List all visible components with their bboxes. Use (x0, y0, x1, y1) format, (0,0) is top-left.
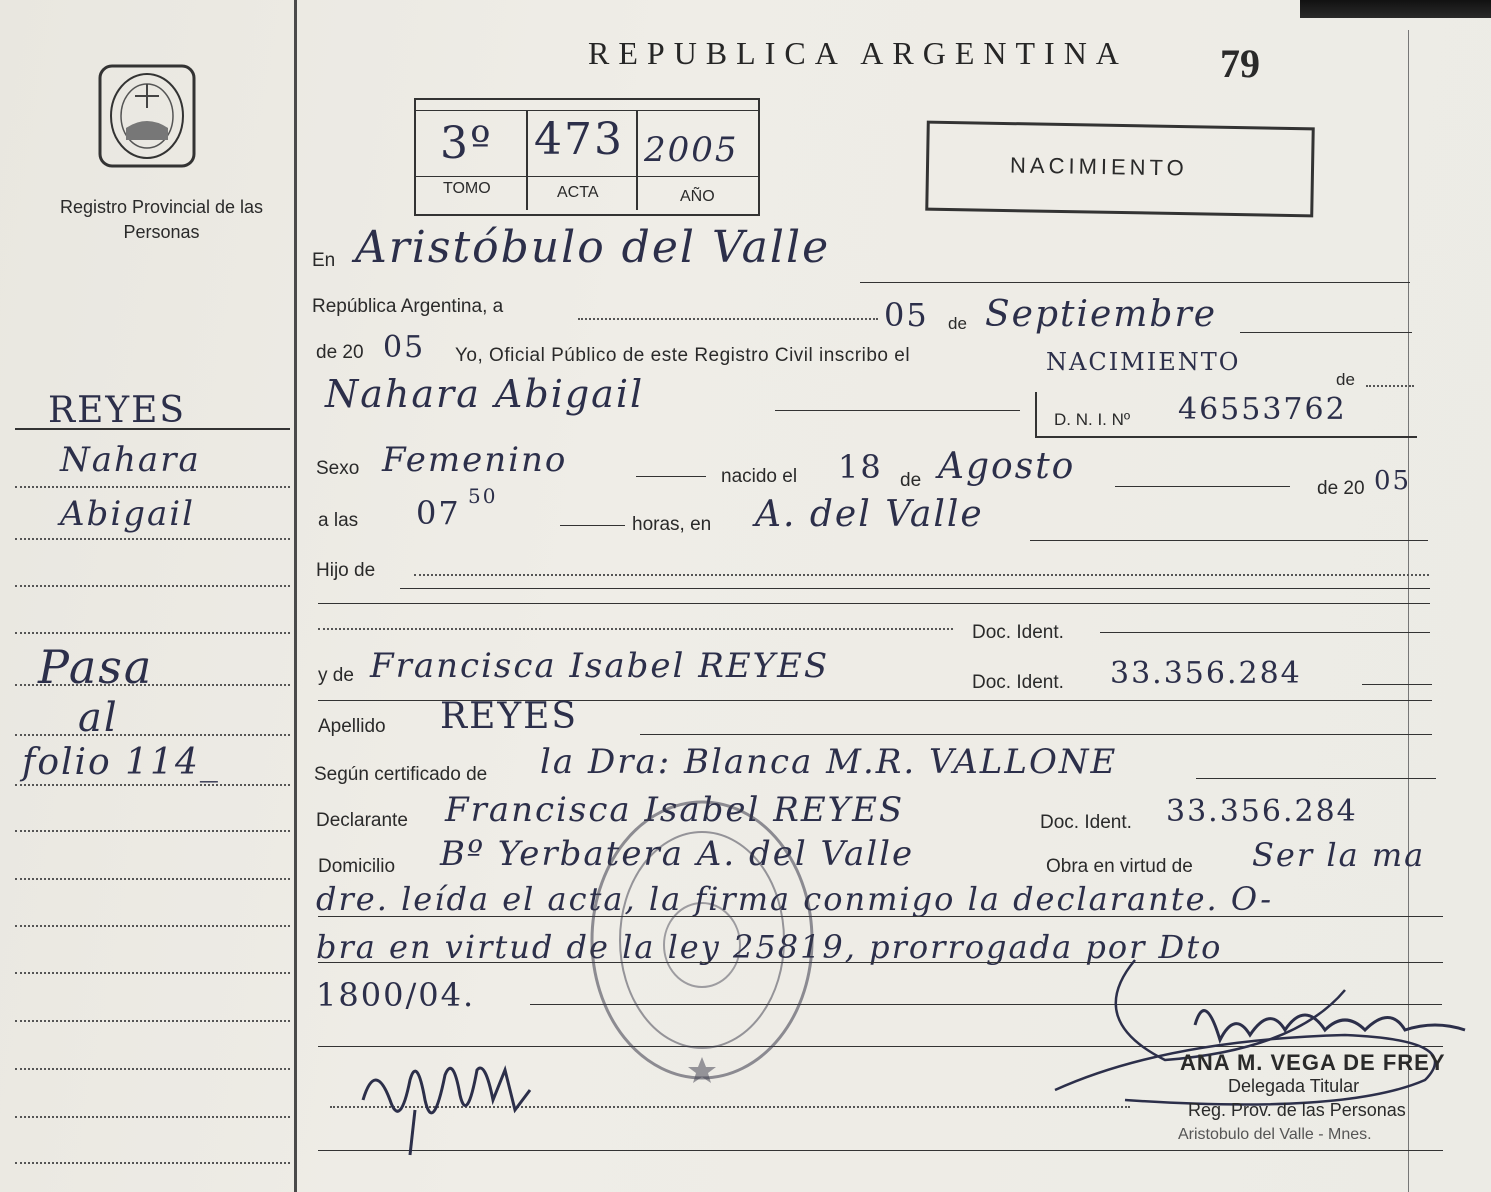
field-line (400, 588, 1430, 589)
margin-note3: folio 114_ (22, 742, 220, 783)
label-de3: de (900, 470, 922, 491)
label-de20: de 20 (316, 342, 364, 363)
obra-line2: dre. leída el acta, la firma conmigo la declarante. O- (316, 880, 1274, 918)
dni-value: 46553762 (1178, 392, 1347, 427)
surname-value: REYES (440, 696, 579, 737)
field-line (775, 410, 1020, 411)
field-line (636, 476, 706, 477)
tomo-value: 3º (440, 118, 493, 169)
label-doc3: Doc. Ident. (1040, 812, 1132, 833)
declarant-doc-value: 33.356.284 (1166, 794, 1358, 829)
field-line (318, 916, 1443, 917)
label-yde: y de (318, 665, 354, 686)
field-line (1030, 540, 1428, 541)
margin-dots (15, 585, 290, 587)
label-republica: República Argentina, a (312, 296, 504, 317)
official-name: ANA M. VEGA DE FREY (1180, 1050, 1446, 1075)
background-edge (1300, 0, 1491, 18)
field-line (640, 734, 1432, 735)
margin-dots (15, 734, 290, 736)
address-value: Bº Yerbatera A. del Valle (440, 834, 915, 874)
label-doc1: Doc. Ident. (972, 622, 1064, 643)
field-line (1115, 486, 1290, 487)
birth-month-value: Agosto (938, 446, 1076, 487)
label-sexo: Sexo (316, 458, 360, 479)
margin-dots (15, 784, 290, 786)
field-dots (318, 628, 953, 630)
month-value: Septiembre (985, 294, 1217, 335)
label-hijo: Hijo de (316, 560, 376, 581)
official-org: Reg. Prov. de las Personas (1188, 1100, 1406, 1120)
official-place: Aristobulo del Valle - Mnes. (1178, 1126, 1372, 1143)
registry-label: Registro Provincial de las Personas (59, 197, 264, 242)
mother-value: Francisca Isabel REYES (370, 646, 830, 686)
label-en: En (312, 250, 336, 271)
ano-label: AÑO (680, 188, 715, 205)
label-de2: de (1336, 370, 1355, 389)
label-nacido: nacido el (721, 466, 798, 487)
margin-name1: Nahara (60, 440, 201, 480)
type-value: NACIMIENTO (1046, 348, 1241, 376)
hour-value: 07 (416, 494, 461, 532)
margin-note1: Pasa (38, 640, 154, 694)
field-line (1100, 632, 1430, 633)
birth-year-value: 05 (1374, 466, 1412, 496)
margin-dots (15, 878, 290, 880)
birth-place-value: A. del Valle (755, 494, 984, 535)
label-dni: D. N. I. Nº (1054, 410, 1131, 429)
margin-dots (15, 830, 290, 832)
margin-divider (294, 0, 297, 1192)
obra-line4: 1800/04. (316, 976, 476, 1014)
field-line (860, 282, 1410, 283)
place-value: Aristóbulo del Valle (355, 222, 831, 273)
margin-dots (15, 1162, 290, 1164)
label-doc2: Doc. Ident. (972, 672, 1064, 693)
margin-dots (15, 1068, 290, 1070)
certificate-value: la Dra: Blanca M.R. VALLONE (540, 742, 1118, 782)
label-obra: Obra en virtud de (1046, 856, 1193, 877)
label-alas: a las (318, 510, 359, 531)
margin-dots (15, 972, 290, 974)
margin-dots (15, 486, 290, 488)
margin-note2: al (78, 695, 119, 741)
box-divider (526, 110, 528, 210)
country-title: REPUBLICA ARGENTINA (588, 35, 1128, 71)
obra-line3: bra en virtud de la ley 25819, prorrogada por Dto (316, 928, 1223, 966)
label-domicilio: Domicilio (318, 856, 396, 877)
field-line (318, 603, 1430, 604)
field-dots (1366, 385, 1414, 387)
obra-line1: Ser la ma (1252, 836, 1426, 874)
registry-stamp-icon (585, 795, 820, 1085)
birth-day-value: 18 (838, 448, 883, 486)
acta-label: ACTA (557, 184, 599, 201)
field-line (1240, 332, 1412, 333)
sex-value: Femenino (382, 440, 568, 480)
margin-dots (15, 1116, 290, 1118)
field-line (560, 525, 625, 526)
label-apellido: Apellido (318, 716, 386, 737)
field-dots (414, 574, 1429, 576)
label-declarante: Declarante (316, 810, 408, 831)
box-rule (414, 110, 758, 111)
field-line (1196, 778, 1436, 779)
year-value: 05 (383, 330, 426, 365)
mother-doc-value: 33.356.284 (1110, 656, 1302, 691)
margin-name2: Abigail (60, 494, 195, 534)
label-horas: horas, en (632, 514, 712, 535)
ano-value: 2005 (644, 130, 739, 170)
margin-surname: REYES (48, 390, 187, 431)
margin-dots (15, 538, 290, 540)
declarant-signature-icon (355, 1040, 540, 1160)
margin-dots (15, 632, 290, 634)
day-value: 05 (884, 296, 929, 334)
label-segun: Según certificado de (314, 764, 488, 785)
name-value: Nahara Abigail (325, 372, 645, 416)
acta-value: 473 (534, 114, 624, 165)
label-yo: Yo, Oficial Público de este Registro Civil inscribo el (455, 345, 911, 366)
tomo-label: TOMO (443, 180, 491, 197)
page-number: 79 (1220, 41, 1260, 86)
declarant-value: Francisca Isabel REYES (445, 790, 905, 830)
box-rule (414, 176, 758, 177)
province-seal-icon (92, 58, 202, 173)
margin-dots (15, 1020, 290, 1022)
official-title: Delegada Titular (1228, 1076, 1360, 1096)
label-de: de (948, 314, 967, 333)
field-line (1362, 684, 1432, 685)
minutes-value: 50 (468, 484, 498, 508)
label-de20b: de 20 (1317, 478, 1365, 499)
record-type: NACIMIENTO (1009, 152, 1188, 181)
box-divider (636, 110, 638, 210)
margin-dots (15, 925, 290, 927)
field-dots (578, 318, 878, 320)
